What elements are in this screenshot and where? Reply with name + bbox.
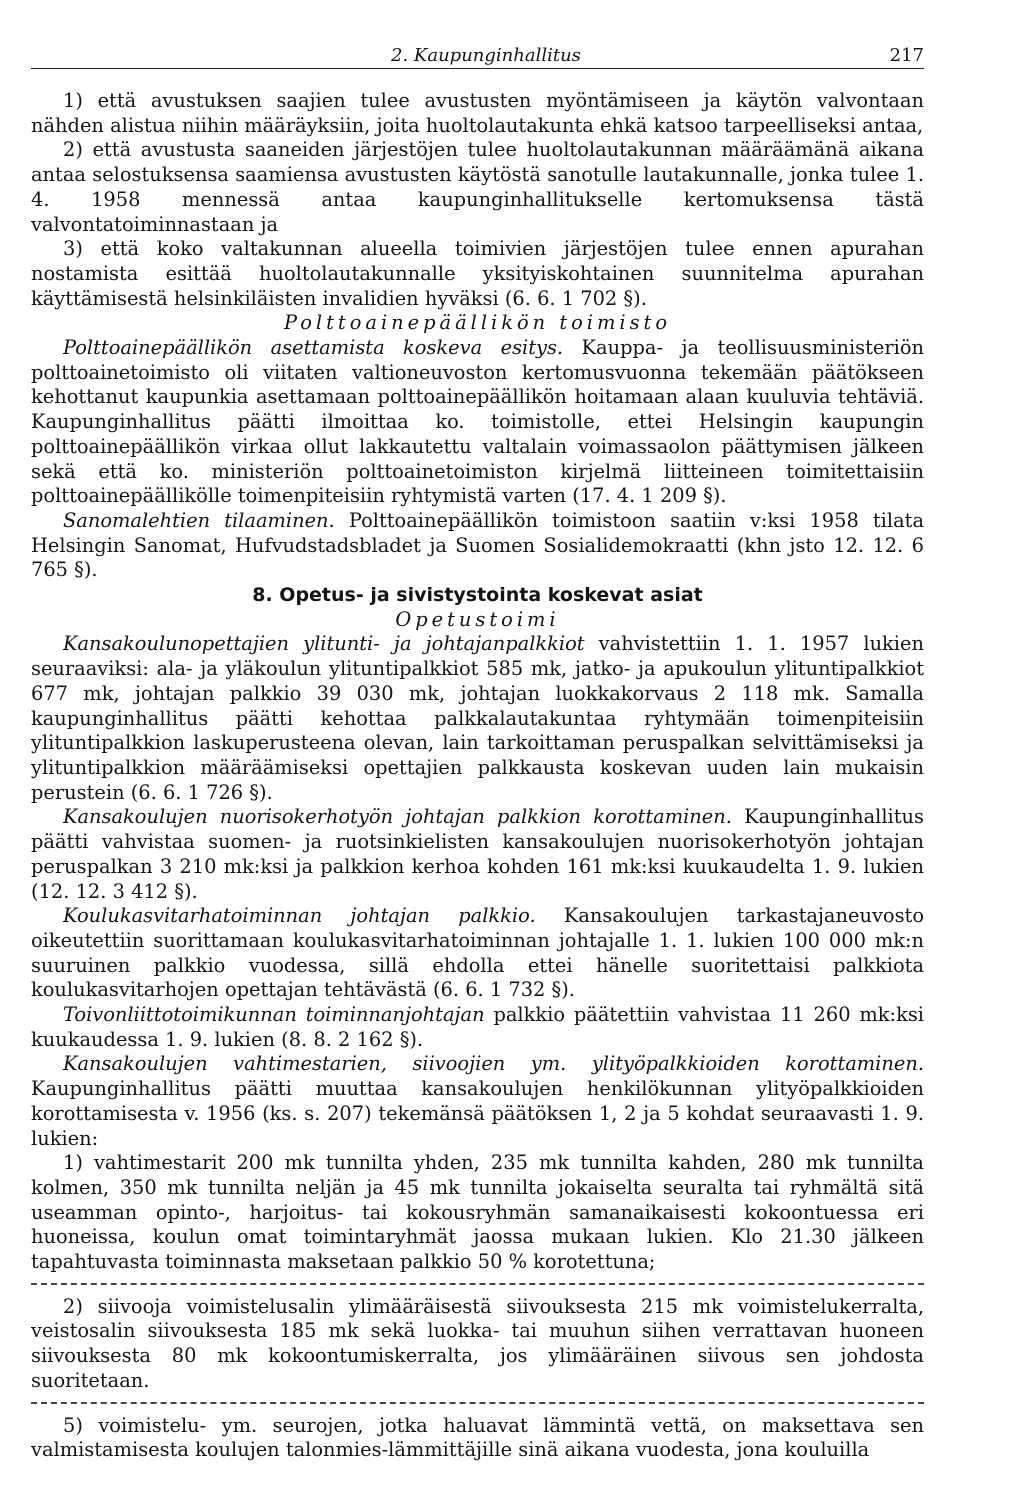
paragraph-text: Kaupunginhallitus päätti muuttaa kansakoulujen henkilökunnan ylityöpalkkioiden korottamisesta v. 1956 (ks. s. 207) tekemänsä päätöksen 1, 2 ja 5 kohdat seuraavasti 1. 9. lukien: [31,1077,924,1150]
paragraph-lead: Polttoainepäällikön asettamista koskeva esitys. [63,336,564,360]
paragraph-text: Kauppa- ja teollisuusministeriön polttoainetoimisto oli viitaten valtioneuvoston kertomusvuonna tekemään päätökseen kehottanut kaupunkia asettamaan polttoainepäällikön hoitamaan alaan kuuluvia tehtäviä. Kaupunginhallitus päätti ilmoittaa ko. toimistolle, ettei Helsingin kaupungin polttoainepäällikön virkaa ollut lakkautettu valtalain voimassaolon päättymisen jälkeen sekä että ko. ministeriön polttoainetoimiston kirjelmä liitteineen toimitettaisiin polttoainepäällikölle toimenpiteisiin ryhtymistä varten (17. 4. 1 209 §). [31,336,925,508]
paragraph-text: Kansakoulujen tarkastajaneuvosto oikeutettiin suorittamaan koulukasvitarhatoiminnan johtajalle 1. 1. lukien 100 000 mk:n suuruinen palkkio vuodessa, sillä ehdolla ettei hänelle suoritettaisi palkkiota koulukasvitarhojen opettajan tehtävästä (6. 6. 1 732 §). [31,904,924,1002]
paragraph [31,632,924,805]
paragraph-lead: Koulukasvitarhatoiminnan johtajan palkkio. [63,904,536,928]
paragraph [31,1003,924,1052]
page-body [31,89,924,1463]
paragraph: 3) että koko valtakunnan alueella toimivien järjestöjen tulee ennen apurahan nostamista esittää huoltolautakunnalle yksityiskohtainen suunnitelma apurahan käyttämisestä helsinkiläisten invalidien hyväksi (6. 6. 1 702 §). [31,237,924,310]
section-heading: 8. Opetus- ja sivistystointa koskevat asiat [252,584,703,607]
paragraph-lead: Toivonliittotoimikunnan toiminnanjohtajan [63,1003,485,1027]
paragraph-lead: Sanomalehtien tilaaminen. [63,508,335,532]
paragraph [31,1052,924,1151]
paragraph-text: Kaupunginhallitus päätti vahvistaa suomen- ja ruotsinkielisten kansakoulujen nuorisokerhotyön johtajan peruspalkan 3 210 mk:ksi ja palkkion kerhoa kohden 161 mk:ksi kuukaudelta 1. 9. lukien (12. 12. 3 412 §). [31,805,924,903]
paragraph: 2) että avustusta saaneiden järjestöjen tulee huoltolautakunnan määräämänä aikana antaa selostuksensa saamiensa avustusten käytöstä sanotulle lautakunnalle, jonka tulee 1. 4. 1958 mennessä antaa kaupunginhallitukselle kertomuksensa tästä valvontatoiminnastaan ja [31,138,924,236]
paragraph [31,509,924,583]
omission-divider [31,1402,924,1404]
omission-divider [31,1283,924,1285]
running-title: 2. Kaupunginhallitus [391,45,581,66]
subheading-opetustoimi: Opetustoimi [395,607,560,631]
running-header [31,38,924,69]
paragraph: 2) siivooja voimistelusalin ylimääräisestä siivouksesta 215 mk voimistelukerralta, veistosalin siivouksesta 185 mk sekä luokka- tai muuhun siihen verrattavan huoneen siivouksesta 80 mk kokoontumiskerralta, jos ylimääräinen siivous sen johdosta suoritetaan. [31,1294,924,1392]
paragraph: 5) voimistelu- ym. seurojen, jotka haluavat lämmintä vettä, on maksettava sen valmistamisesta koulujen talonmies-lämmittäjille sinä aikana vuodesta, jona kouluilla [31,1413,924,1462]
subheading-polttoaine: Polttoainepäällikön toimisto [283,311,671,335]
paragraph-lead: Kansakoulujen vahtimestarien, siivoojien ym. ylityöpalkkioiden korottaminen. [63,1052,924,1076]
paragraph: 1) vahtimestarit 200 mk tunnilta yhden, 235 mk tunnilta kahden, 280 mk tunnilta kolmen, 350 mk tunnilta neljän ja 45 mk tunnilta jokaiselta seuralta tai ryhmältä sitä useamman opinto-, harjoitus- tai kokousryhmän samanaikaisesti kokoontuessa eri huoneissa, koulun omat toimintaryhmät jaossa mukaan lukien. Klo 21.30 jälkeen tapahtuvasta toiminnasta maksetaan palkkio 50 % korotettuna; [31,1151,924,1274]
page-number: 217 [889,45,924,66]
paragraph-text: palkkio päätettiin vahvistaa 11 260 mk:ksi kuukaudessa 1. 9. lukien (8. 8. 2 162 §). [31,1003,924,1051]
paragraph-text: vahvistettiin 1. 1. 1957 lukien seuraaviksi: ala- ja yläkoulun ylituntipalkkiot 585 mk, jatko- ja apukoulun ylituntipalkkiot 677 mk, johtajan palkkio 39 030 mk, johtajan luokkakorvaus 2 118 mk. Samalla kaupunginhallitus päätti kehottaa palkkalautakuntaa ryhtymään toimenpiteisiin ylituntipalkkion laskuperusteena olevan, lain tarkoittaman peruspalkan selvittämiseksi ja ylituntipalkkion määräämiseksi opettajien palkkausta koskevan uuden lain mukaisin perustein (6. 6. 1 726 §). [31,632,924,804]
paragraph-text: Polttoainepäällikön toimistoon saatiin v:ksi 1958 tilata Helsingin Sanomat, Hufvudstadsbladet ja Suomen Sosialidemokraatti (khn jsto 12. 12. 6 765 §). [31,508,925,582]
paragraph [31,336,924,509]
paragraph: 1) että avustuksen saajien tulee avustusten myöntämiseen ja käytön valvontaan nähden alistua niihin määräyksiin, joita huoltolautakunta ehkä katsoo tarpeelliseksi antaa, [31,89,924,137]
paragraph [31,805,924,904]
paragraph-lead: Kansakoulunopettajien ylitunti- ja johtajanpalkkiot [63,632,585,656]
paragraph-lead: Kansakoulujen nuorisokerhotyön johtajan palkkion korottaminen. [63,805,732,829]
page [31,38,924,1463]
paragraph [31,904,924,1003]
